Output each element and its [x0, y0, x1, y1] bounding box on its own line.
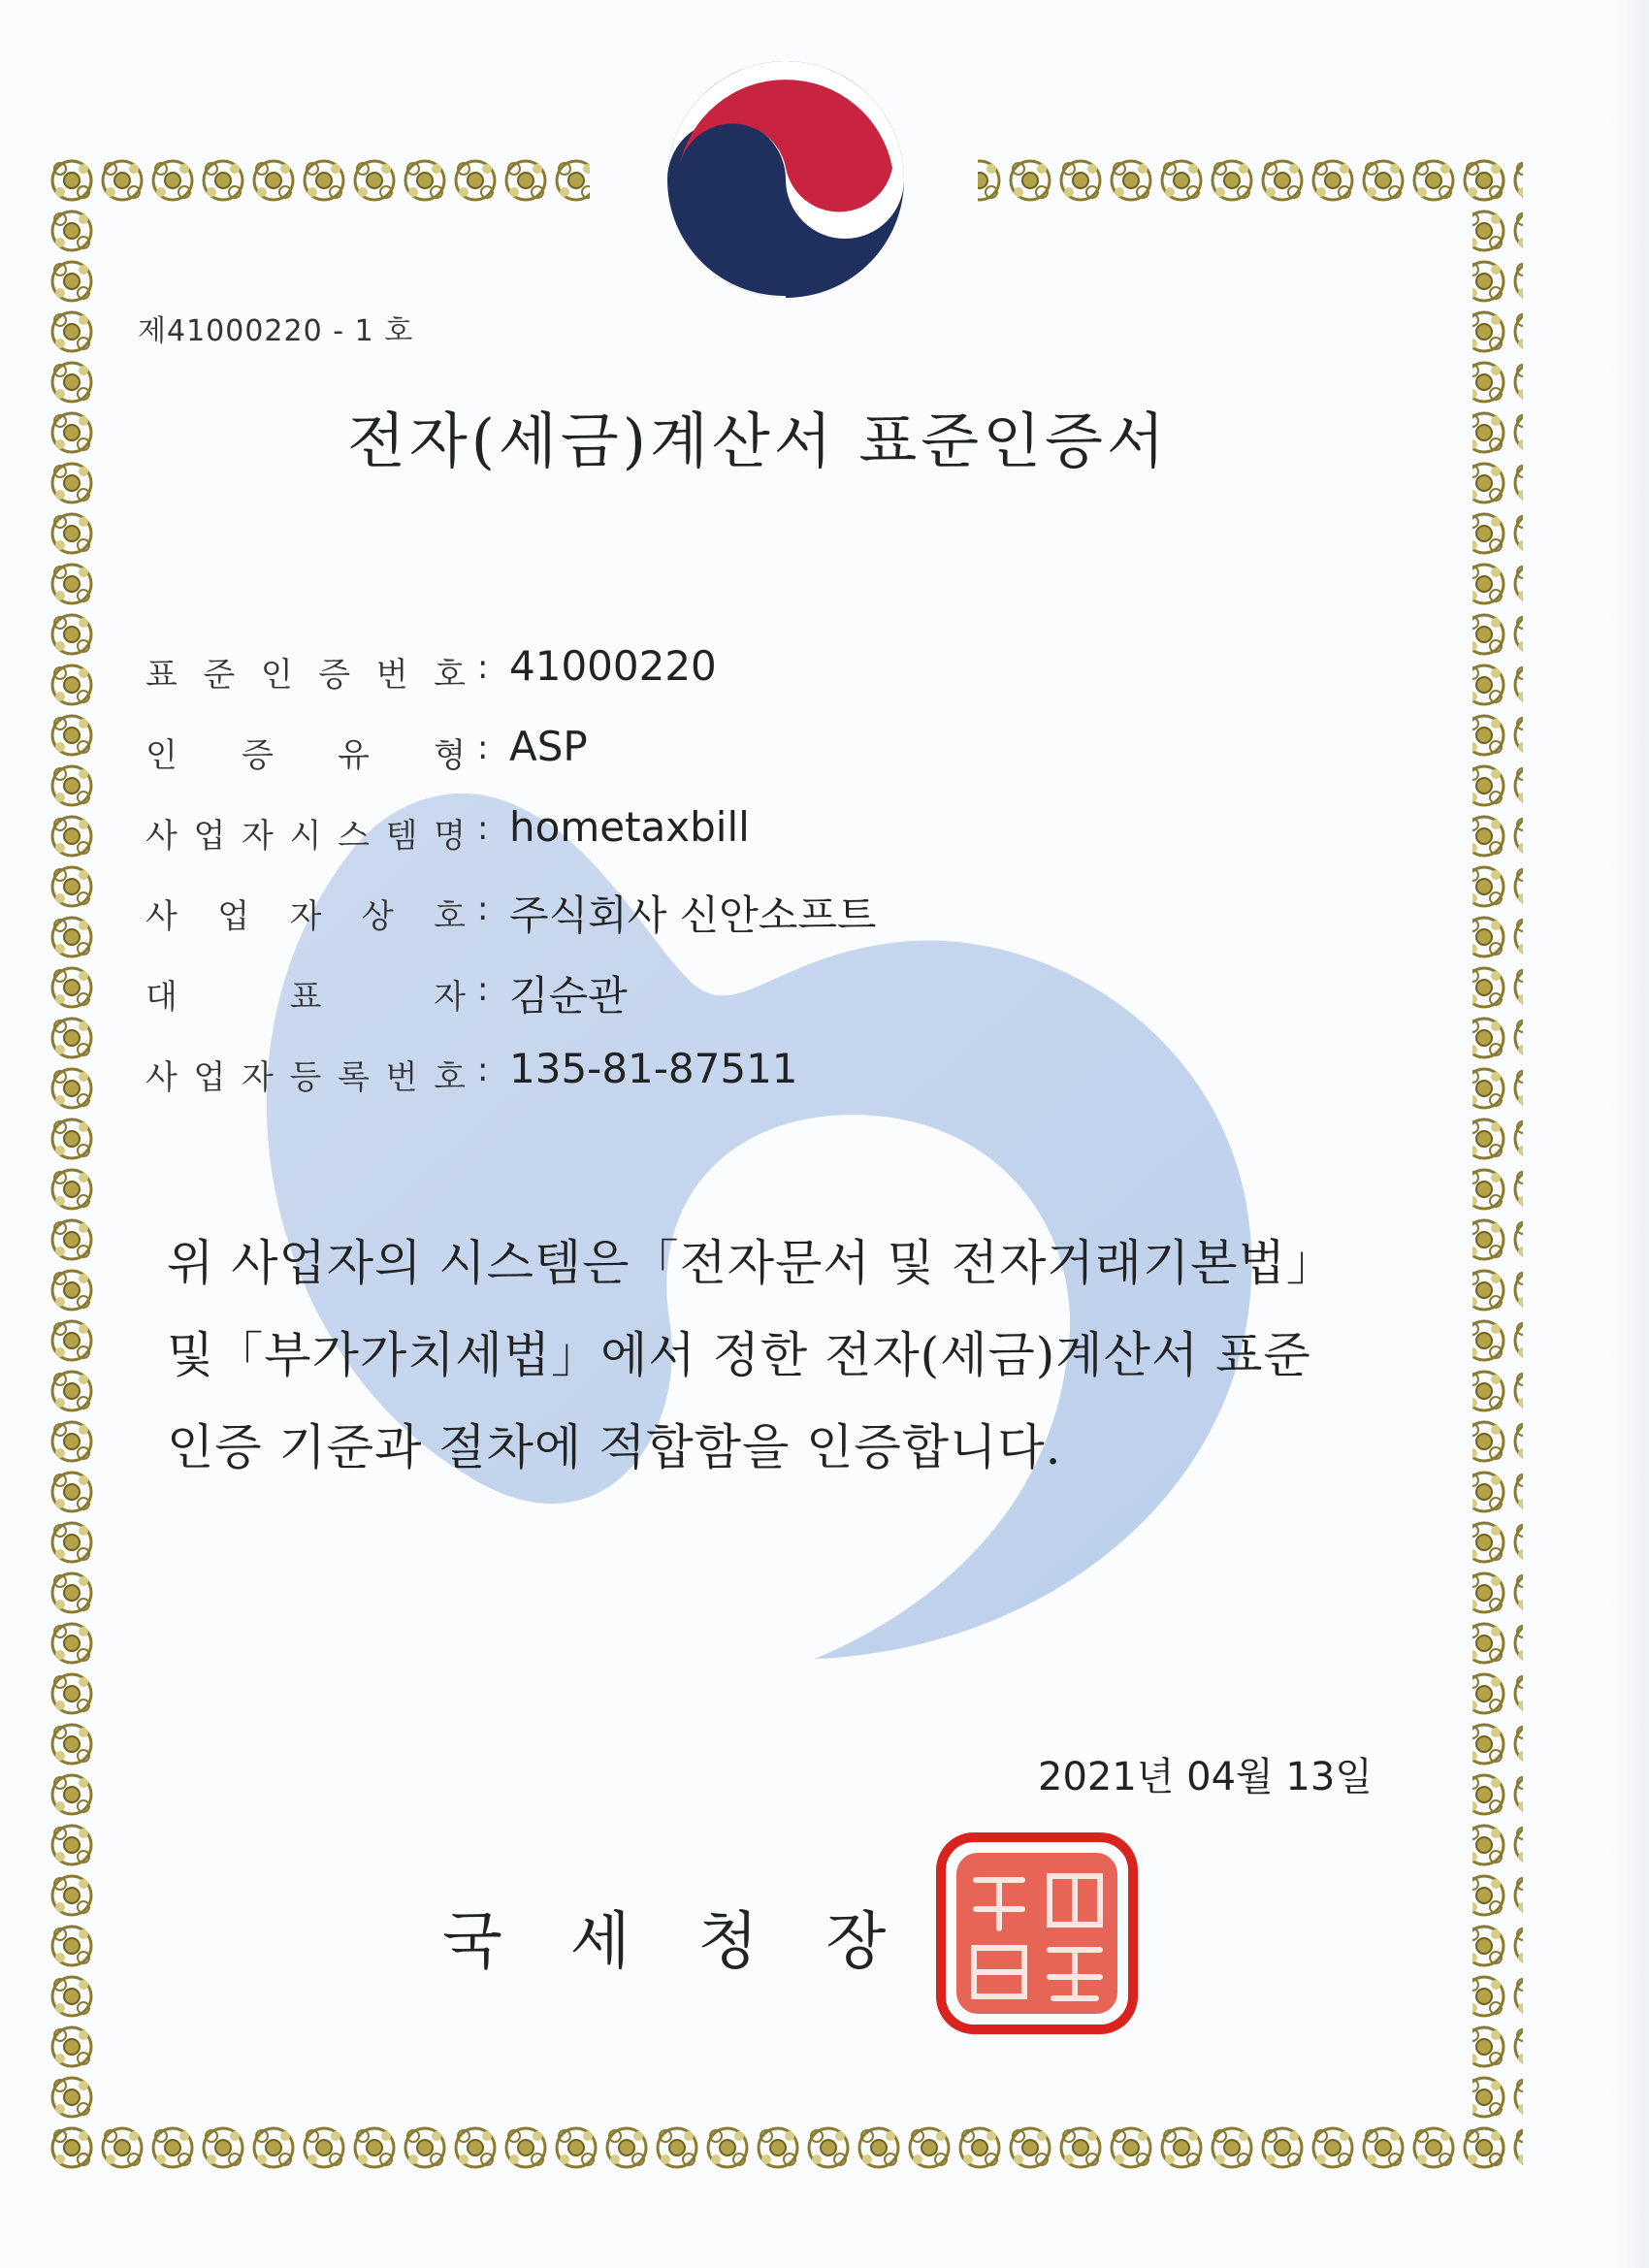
- field-colon: :: [477, 809, 489, 848]
- field-row-certification-type: [146, 723, 1116, 787]
- certificate-title: 전자(세금)계산서 표준인증서: [347, 405, 1169, 476]
- field-row-business-registration-number: [146, 1045, 1116, 1109]
- field-value: ASP: [509, 723, 588, 770]
- field-label: 사 업 자 등 록 번 호: [146, 1058, 466, 1097]
- statement-line: 인증 기준과 절차에 적합함을 인증합니다.: [167, 1419, 1062, 1475]
- field-colon: :: [477, 970, 489, 1009]
- field-label: 대 표 자: [146, 978, 466, 1017]
- statement-line: 위 사업자의 시스템은「전자문서 및 전자거래기본법」: [167, 1235, 1336, 1291]
- issue-date: 2021년 04월 13일: [1038, 1755, 1373, 1799]
- field-colon: :: [477, 890, 489, 928]
- field-row-company-name: [146, 890, 1116, 948]
- field-value: hometaxbill: [509, 803, 750, 851]
- issuer-name: 국세청장: [442, 1906, 954, 1978]
- government-emblem: [660, 53, 912, 306]
- field-label: 사 업 자 시 스 템 명: [146, 817, 466, 856]
- field-value: 김순관: [509, 972, 628, 1020]
- field-label: 사 업 자 상 호: [146, 897, 466, 936]
- statement-line: 및「부가가치세법」에서 정한 전자(세금)계산서 표준: [167, 1327, 1311, 1383]
- field-value: 135-81-87511: [509, 1045, 798, 1092]
- field-row-representative: [146, 970, 1116, 1028]
- field-label: 인 증 유 형: [146, 736, 466, 775]
- field-row-system-name: [146, 803, 1116, 867]
- field-value: 41000220: [509, 642, 717, 690]
- document-number: 제41000220 - 1 호: [138, 314, 414, 348]
- field-value: 주식회사 신안소프트: [509, 891, 877, 939]
- scan-edge-shading: [1610, 0, 1649, 2268]
- field-label: 표 준 인 증 번 호: [146, 656, 466, 695]
- official-seal: [935, 1831, 1139, 2035]
- field-colon: :: [477, 648, 489, 687]
- field-colon: :: [477, 729, 489, 767]
- field-row-certification-number: [146, 642, 1116, 706]
- field-colon: :: [477, 1051, 489, 1089]
